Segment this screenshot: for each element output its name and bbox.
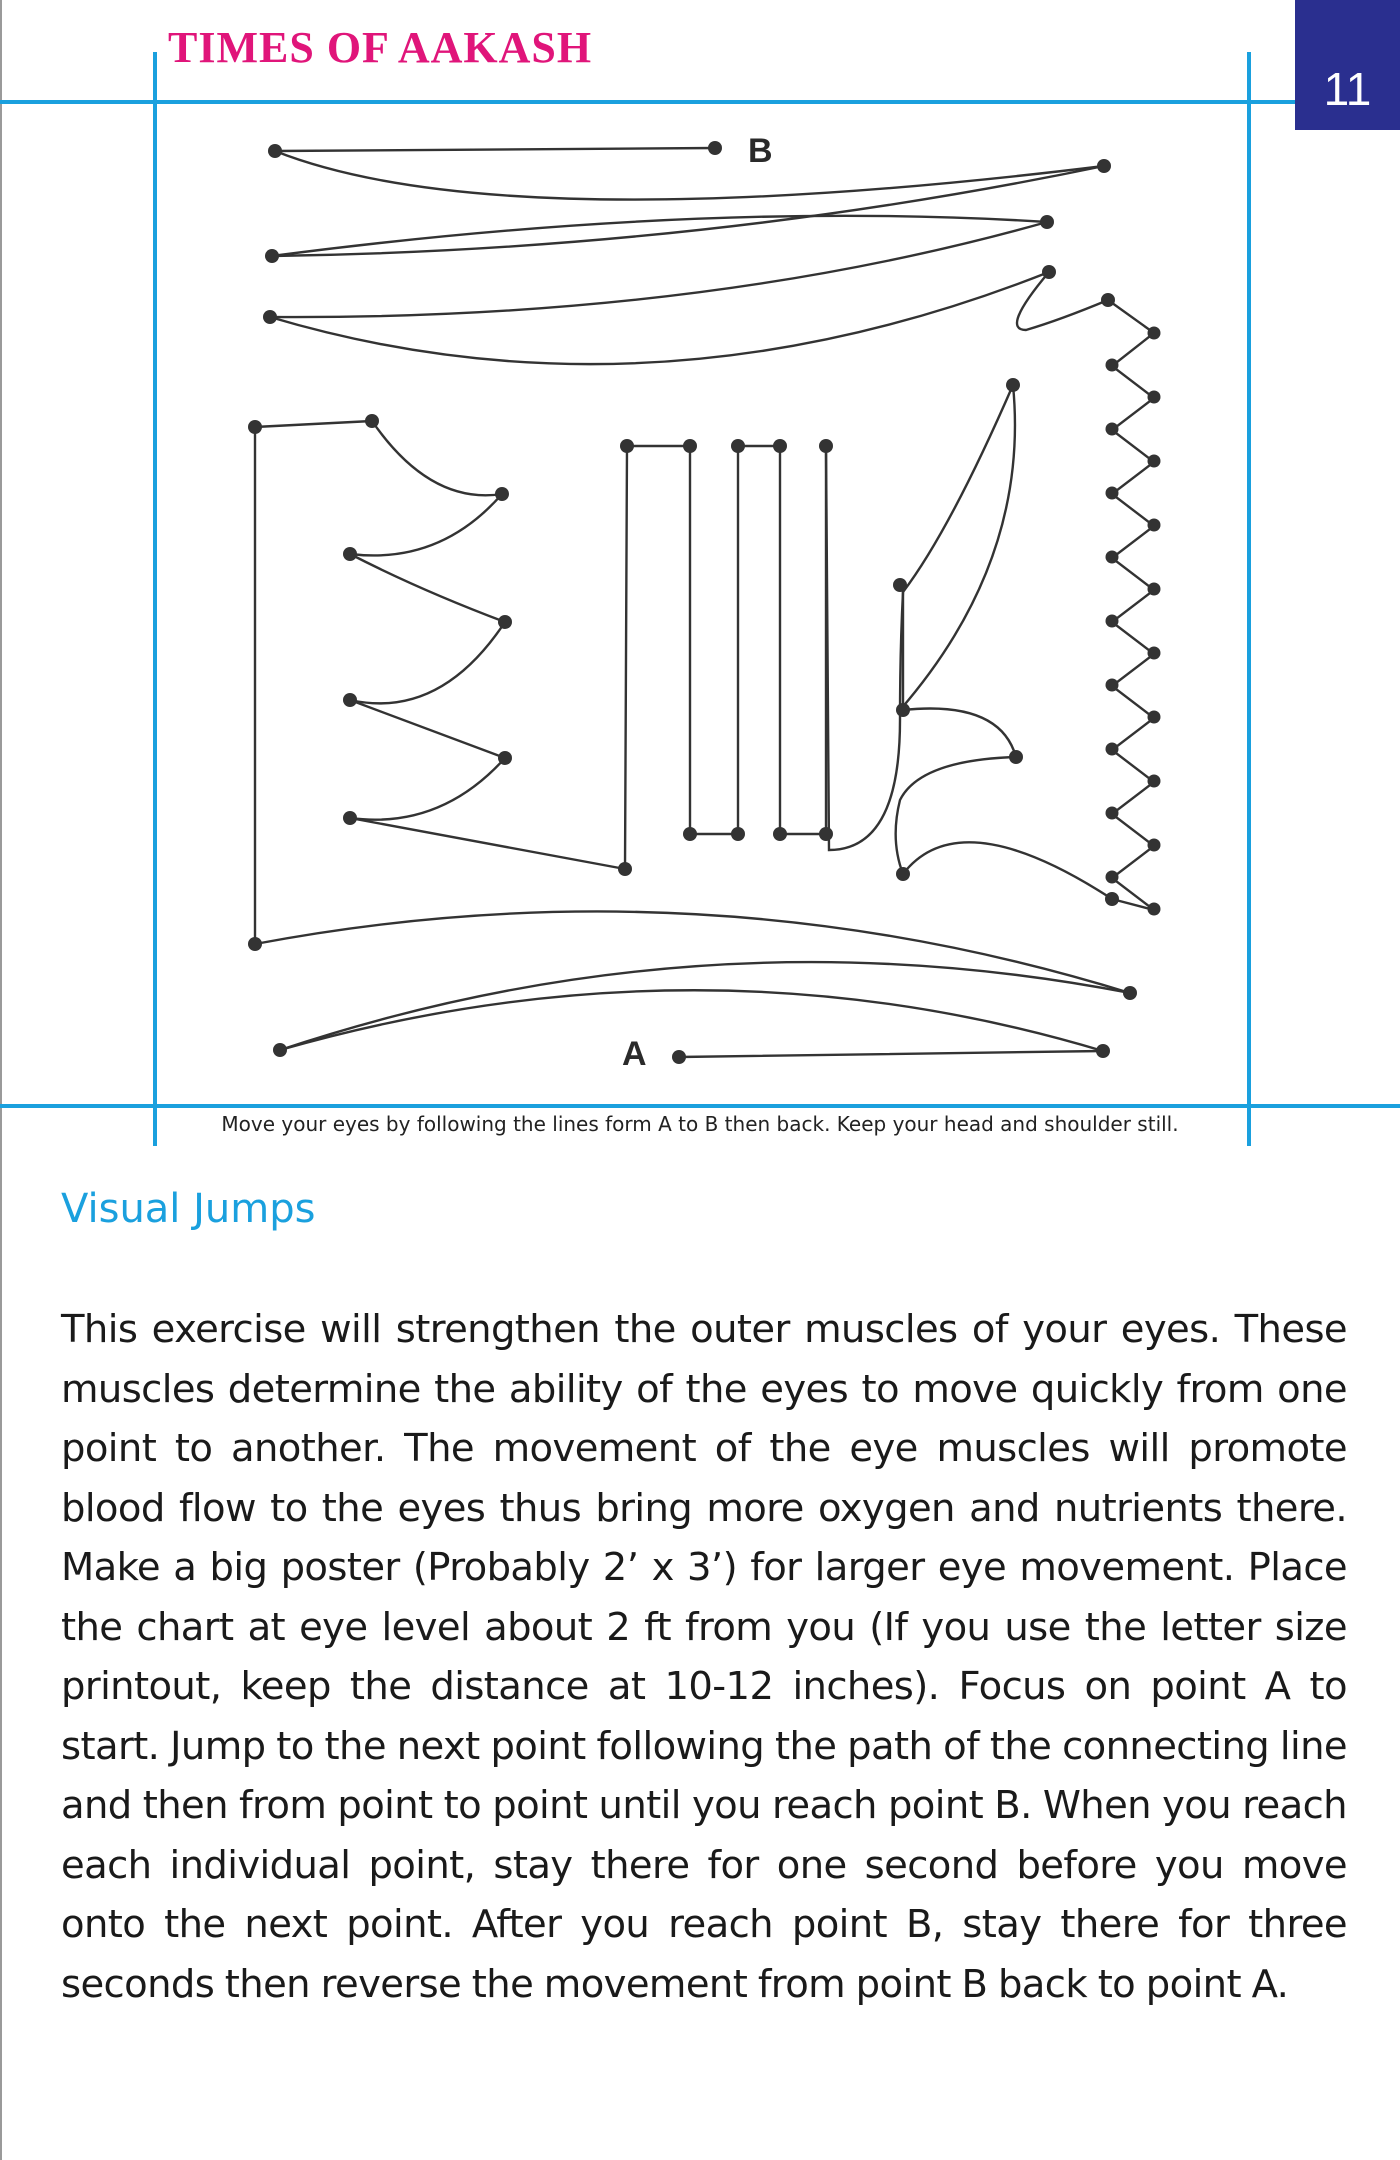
point	[1042, 265, 1056, 279]
arc-3	[272, 216, 1047, 256]
point	[248, 420, 262, 434]
page-number: 11	[1295, 0, 1400, 130]
point	[343, 693, 357, 707]
section-title: Visual Jumps	[61, 1186, 316, 1232]
page-edge	[0, 0, 2, 2160]
point	[731, 439, 745, 453]
body-paragraph: This exercise will strengthen the outer muscles of your eyes. These muscles determine the ability of the eyes to move quickly from one point to another. The movement of the eye muscles will promote blood flow to the eyes thus bring more oxygen and nutrients there. Make a big poster (Probably 2’ x 3’) for larger eye movement. Place the chart at eye level about 2 ft from you (If you use the letter size printout, keep the distance at 10-12 inches). Focus on point A to start. Jump to the next point following the path of the connecting line and then from point to point until you reach point B. When you reach each individual point, stay there for one second before you move onto the next point. After you reach point B, stay there for three seconds then reverse the movement from point B back to point A.	[61, 1307, 1347, 2007]
scallop-2	[350, 494, 502, 555]
zigzag-point	[1148, 647, 1161, 660]
point	[1097, 159, 1111, 173]
zigzag-point	[1148, 839, 1161, 852]
bottom-arc-3	[280, 990, 1103, 1051]
bottom-rule	[0, 1104, 1400, 1108]
zigzag-point	[1106, 807, 1119, 820]
bottom-arc-2	[280, 962, 1130, 1050]
zigzag-point	[1148, 775, 1161, 788]
zigzag-point	[1148, 519, 1161, 532]
point	[1096, 1044, 1110, 1058]
s-curve-2	[900, 385, 1015, 710]
s-curve-4	[903, 842, 1112, 899]
point	[819, 439, 833, 453]
zigzag-point	[1106, 423, 1119, 436]
s-curve-3	[896, 709, 1016, 874]
point	[1101, 293, 1115, 307]
diagram-paths	[255, 148, 1154, 1057]
scallop-1	[372, 421, 502, 495]
line-b-start	[275, 148, 715, 151]
scallop-4	[350, 622, 505, 703]
top-rule	[0, 100, 1295, 104]
point	[1006, 378, 1020, 392]
hook	[1017, 272, 1108, 330]
point	[819, 827, 833, 841]
zigzag-point	[1106, 615, 1119, 628]
point	[773, 439, 787, 453]
zigzag-point	[1148, 391, 1161, 404]
point	[495, 487, 509, 501]
point	[773, 827, 787, 841]
point	[343, 811, 357, 825]
point	[1009, 750, 1023, 764]
point-b	[708, 141, 722, 155]
point	[731, 827, 745, 841]
scallop-6	[350, 758, 505, 820]
point	[1105, 892, 1119, 906]
point	[498, 615, 512, 629]
point	[683, 827, 697, 841]
eye-movement-diagram	[180, 115, 1240, 1095]
zigzag-point	[1106, 359, 1119, 372]
diagram-caption: Move your eyes by following the lines form A to B then back. Keep your head and shoulder still.	[221, 1112, 1179, 1136]
point	[683, 439, 697, 453]
zigzag-point	[1106, 679, 1119, 692]
meander	[625, 446, 826, 869]
zigzag-point	[1106, 743, 1119, 756]
point	[248, 937, 262, 951]
scallop-3	[350, 554, 505, 622]
point	[273, 1043, 287, 1057]
label-b: B	[748, 132, 773, 170]
point	[1040, 215, 1054, 229]
point	[896, 703, 910, 717]
arc-4	[270, 222, 1047, 317]
zigzag-point	[1106, 871, 1119, 884]
point	[365, 414, 379, 428]
arc-1	[275, 151, 1104, 200]
bottom-arc-1	[255, 911, 1130, 993]
left-rule	[153, 52, 157, 1146]
scallop-5	[350, 700, 505, 758]
label-a: A	[622, 1035, 647, 1073]
masthead-title: TIMES OF AAKASH	[168, 23, 593, 72]
line-a-end	[679, 1051, 1103, 1057]
point	[620, 439, 634, 453]
left-top-line	[255, 421, 372, 427]
point	[268, 144, 282, 158]
point	[1123, 986, 1137, 1000]
point	[343, 547, 357, 561]
zigzag-point	[1148, 455, 1161, 468]
zigzag-point	[1148, 327, 1161, 340]
scallop-7	[350, 818, 625, 869]
zigzag-point	[1148, 903, 1161, 916]
point	[618, 862, 632, 876]
point	[263, 310, 277, 324]
zigzag-point	[1148, 711, 1161, 724]
point	[498, 751, 512, 765]
zigzag-point	[1106, 487, 1119, 500]
zigzag-point	[1148, 583, 1161, 596]
point	[265, 249, 279, 263]
right-rule	[1247, 52, 1251, 1146]
point	[896, 867, 910, 881]
arc-5	[270, 272, 1049, 364]
zigzag-point	[1106, 551, 1119, 564]
point	[893, 578, 907, 592]
point-a	[672, 1050, 686, 1064]
